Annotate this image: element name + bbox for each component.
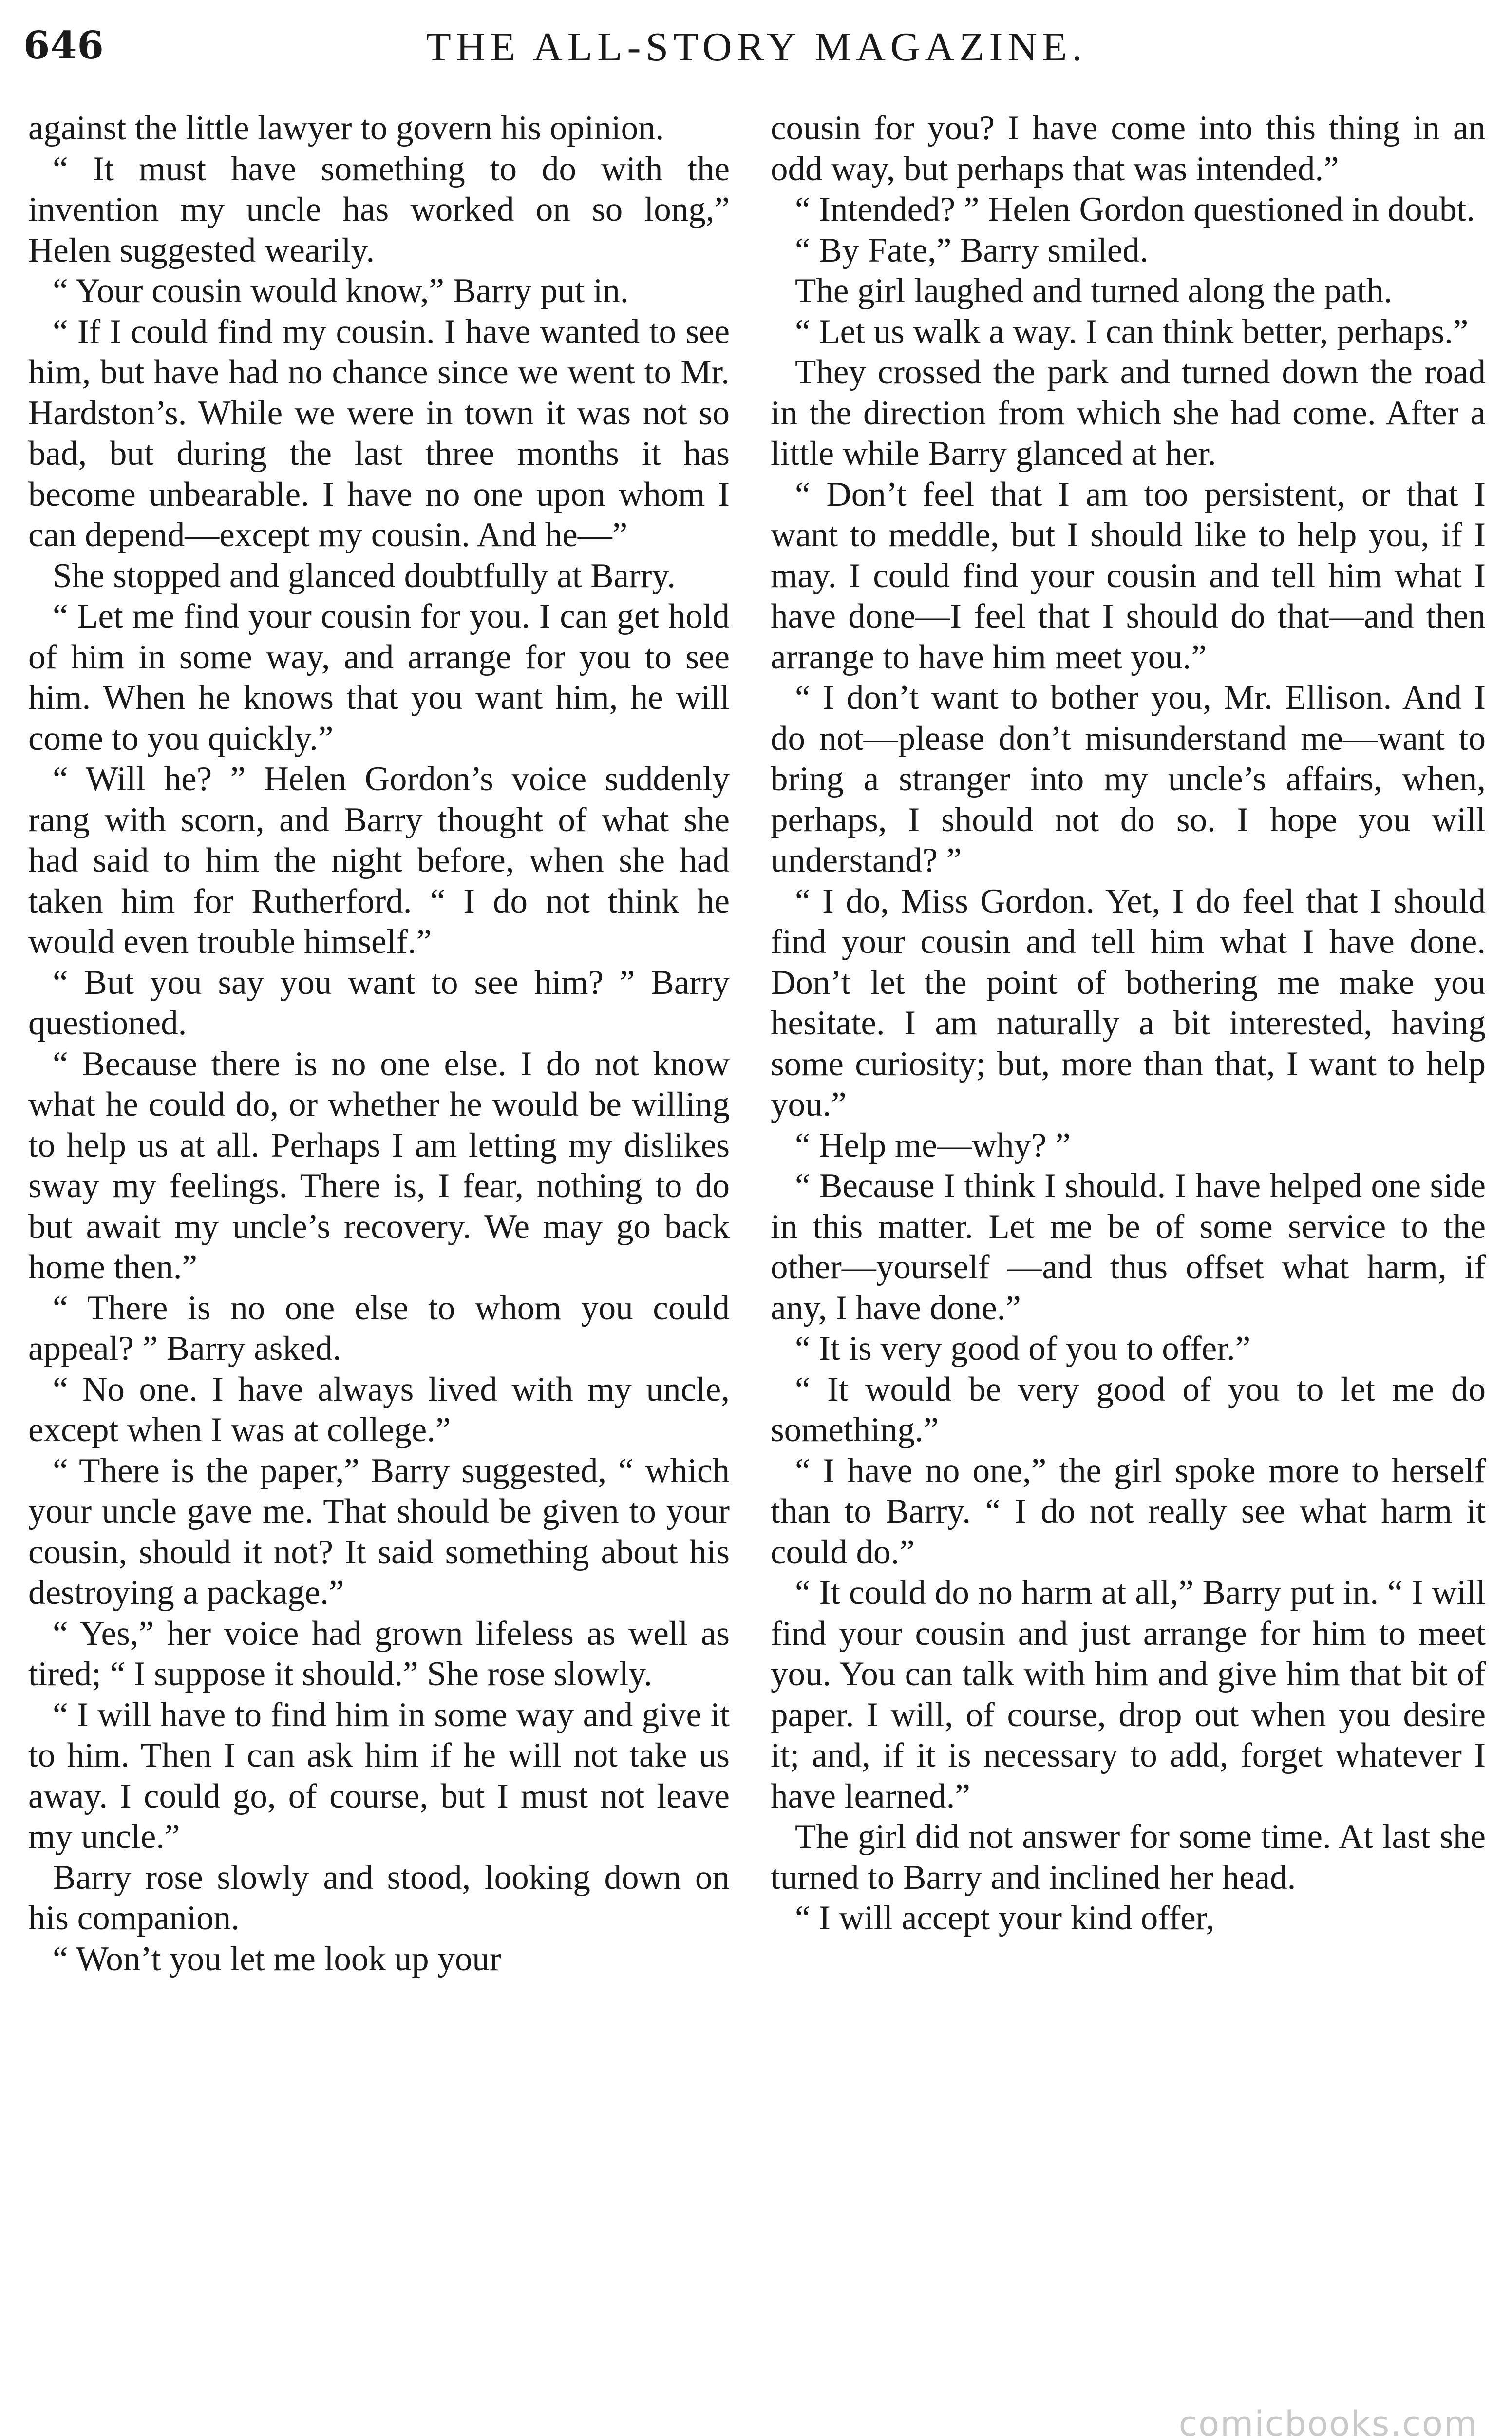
paragraph: “ It would be very good of you to let me do something.” (771, 1370, 1486, 1449)
page-number: 646 (23, 23, 104, 68)
right-column (771, 108, 1486, 1939)
paragraph: “ I do, Miss Gordon. Yet, I do feel that I should find your cousin and tell him what I have done. Don’t let the point of bothering me make you hesitate. I am naturally a bit interested, having some curiosity; but, more than that, I want to help you.” (771, 882, 1486, 1123)
paragraph: “ Will he? ” Helen Gordon’s voice suddenly rang with scorn, and Barry thought of what she had said to him the night before, when she had taken him for Rutherford. “ I do not think he would even trouble himself.” (28, 760, 730, 961)
paragraph: “ Won’t you let me look up your (53, 1940, 501, 1978)
paragraph: “ There is the paper,” Barry suggested, “ which your uncle gave me. That should be given to your cousin, should it not? It said something about his destroying a package.” (28, 1451, 730, 1612)
paragraph: “ Because there is no one else. I do not know what he could do, or whether he would be willing to help us at all. Perhaps I am letting my dislikes sway my feelings. There is, I fear, nothing to do but await my uncle’s recovery. We may go back home then.” (28, 1045, 730, 1286)
paragraph: “ If I could find my cousin. I have wanted to see him, but have had no chance since we went to Mr. Hardston’s. While we were in town it was not so bad, but during the last three months it has become unbearable. I have no one upon whom I can depend—except my cousin. And he—” (28, 312, 730, 554)
paragraph: “ Help me—why? ” (795, 1126, 1071, 1164)
paragraph: Barry rose slowly and stood, looking down on his companion. (28, 1858, 730, 1937)
paragraph: The girl laughed and turned along the path. (795, 272, 1393, 310)
paragraph: “ Don’t feel that I am too persistent, or that I want to meddle, but I should like to help you, if I may. I could find your cousin and tell him what I have done—I feel that I should do that—and then arrange to have him meet you.” (771, 475, 1486, 676)
paragraph: “ Let me find your cousin for you. I can get hold of him in some way, and arrange for you to see him. When he knows that you want him, he will come to you quickly.” (28, 597, 730, 758)
paragraph: cousin for you? I have come into this thing in an odd way, but perhaps that was intended.” (771, 109, 1486, 188)
paragraph: “ But you say you want to see him? ” Barry questioned. (28, 963, 730, 1042)
paragraph: “ I will accept your kind offer, (795, 1899, 1215, 1937)
paragraph: “ It is very good of you to offer.” (795, 1330, 1251, 1368)
paragraph: “ It could do no harm at all,” Barry put in. “ I will find your cousin and just arrange for him to meet you. You can talk with him and give him that bit of paper. I will, of course, drop out when you desire it; and, if it is necessary to add, forget whatever I have learned.” (771, 1574, 1486, 1815)
paragraph: against the little lawyer to govern his opinion. (28, 109, 664, 147)
paragraph: “ It must have something to do with the invention my uncle has worked on so long,” Helen suggested wearily. (28, 150, 730, 269)
paragraph: “ I don’t want to bother you, Mr. Ellison. And I do not—please don’t misunderstand me—want to bring a stranger into my uncle’s affairs, when, perhaps, I should not do so. I hope you will understand? ” (771, 679, 1486, 879)
paragraph: “ I will have to find him in some way and give it to him. Then I can ask him if he will not take us away. I could go, of course, but I must not leave my uncle.” (28, 1695, 730, 1856)
left-column (28, 108, 730, 1979)
paragraph: The girl did not answer for some time. At last she turned to Barry and inclined her head. (771, 1818, 1486, 1897)
running-title: THE ALL-STORY MAGAZINE. (426, 24, 1087, 70)
paragraph: “ Let us walk a way. I can think better, perhaps.” (795, 312, 1469, 351)
paragraph: “ There is no one else to whom you could appeal? ” Barry asked. (28, 1289, 730, 1368)
watermark: comicbooks.com (1178, 2404, 1478, 2436)
paragraph: “ Intended? ” Helen Gordon questioned in doubt. (795, 190, 1475, 228)
paragraph: “ No one. I have always lived with my uncle, except when I was at college.” (28, 1370, 730, 1449)
paragraph: “ I have no one,” the girl spoke more to herself than to Barry. “ I do not really see what harm it could do.” (771, 1451, 1486, 1571)
paragraph: “ By Fate,” Barry smiled. (795, 231, 1149, 269)
paragraph: “ Because I think I should. I have helped one side in this matter. Let me be of some service to the other—yourself —and thus offset what harm, if any, I have done.” (771, 1167, 1486, 1327)
paragraph: “ Yes,” her voice had grown lifeless as well as tired; “ I suppose it should.” She rose slowly. (28, 1614, 730, 1693)
paragraph: “ Your cousin would know,” Barry put in. (53, 272, 629, 310)
paragraph: She stopped and glanced doubtfully at Barry. (53, 556, 676, 595)
page-header (23, 15, 1490, 88)
paragraph: They crossed the park and turned down the road in the direction from which she had come. After a little while Barry glanced at her. (771, 353, 1486, 473)
